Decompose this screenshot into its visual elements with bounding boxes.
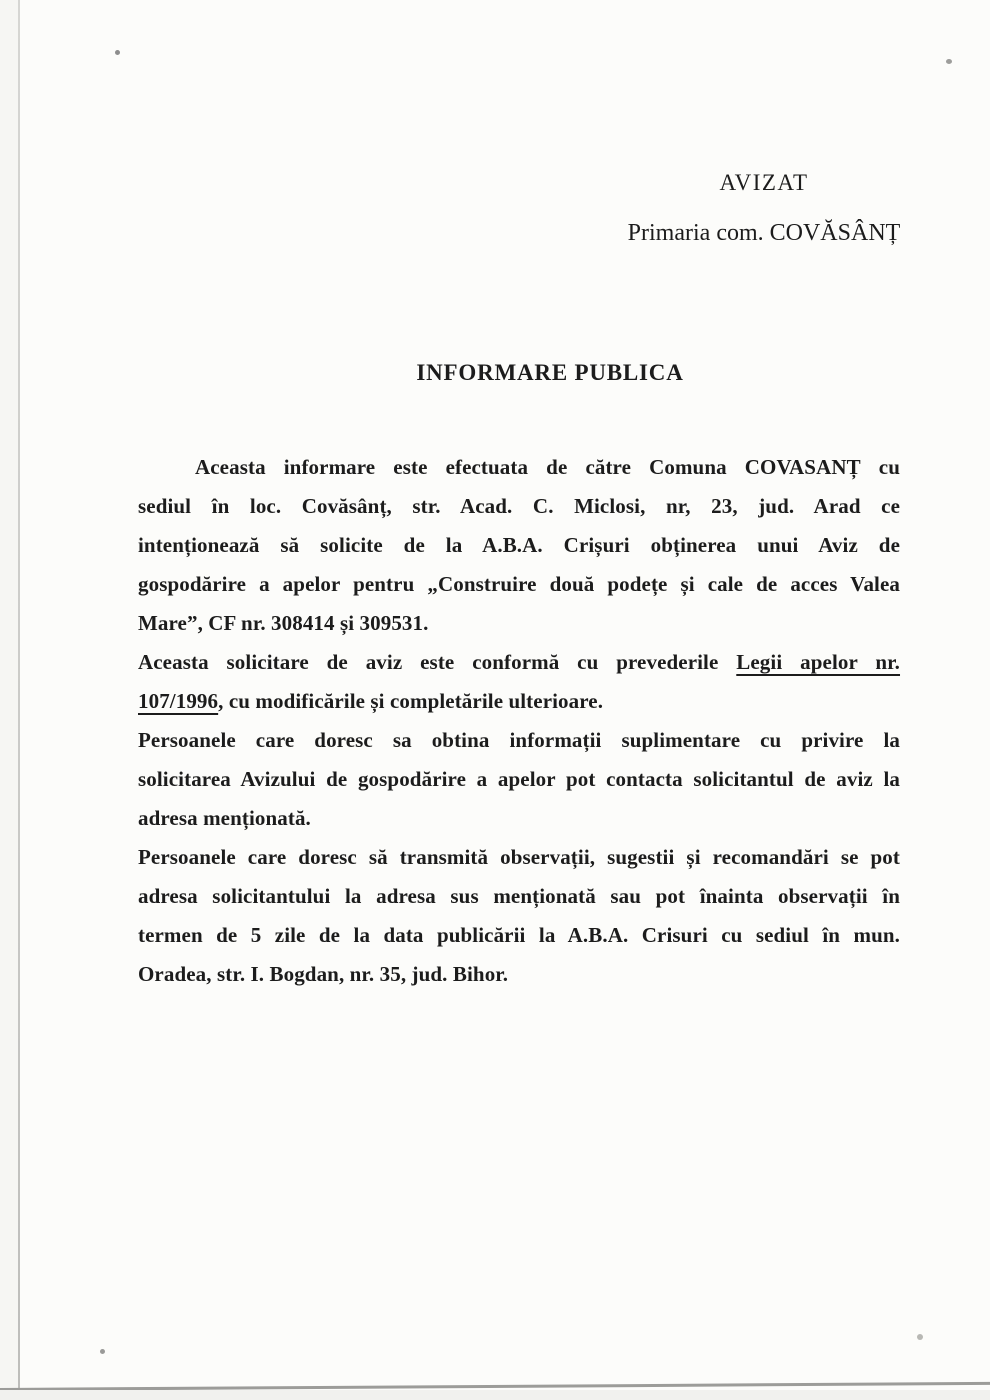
scan-speck bbox=[946, 59, 952, 64]
body-line bbox=[138, 448, 900, 487]
body-text: solicitarea Avizului de gospodărire a apelor pot contacta solicitantul de aviz la bbox=[138, 767, 900, 791]
scan-bottom-margin bbox=[0, 1390, 990, 1400]
body-text: adresa solicitantului la adresa sus menționată sau pot înainta observații în bbox=[138, 884, 900, 908]
approval-status: AVIZAT bbox=[719, 170, 809, 195]
body-text: Persoanele care doresc sa obtina informații suplimentare cu privire la bbox=[138, 728, 900, 752]
body-line bbox=[138, 760, 900, 799]
body-line bbox=[138, 955, 900, 994]
body-text: gospodărire a apelor pentru „Construire două podețe și cale de acces Valea bbox=[138, 572, 900, 596]
body-text: Oradea, str. I. Bogdan, nr. 35, jud. Bihor. bbox=[138, 962, 509, 986]
body-line bbox=[138, 643, 900, 682]
body-text: Aceasta solicitare de aviz este conformă cu prevederile bbox=[138, 650, 737, 674]
body-line bbox=[138, 799, 900, 838]
approval-authority: Primaria com. COVĂSÂNȚ bbox=[627, 220, 901, 246]
body-line bbox=[138, 916, 900, 955]
page-left-edge-line bbox=[18, 0, 20, 1392]
body-line bbox=[138, 721, 900, 760]
body-line bbox=[138, 604, 900, 643]
body-line bbox=[138, 877, 900, 916]
body-text: Persoanele care doresc să transmită observații, sugestii și recomandări se pot bbox=[138, 845, 900, 869]
body-text: termen de 5 zile de la data publicării la A.B.A. Crisuri cu sediul în mun. bbox=[138, 923, 900, 947]
underlined-text: 107/1996 bbox=[138, 689, 219, 713]
body-text: Aceasta informare este efectuata de către Comuna COVASANȚ cu bbox=[195, 455, 900, 479]
scan-speck bbox=[115, 50, 120, 55]
body-text: Mare”, CF nr. 308414 și 309531. bbox=[138, 611, 429, 635]
body-line bbox=[138, 526, 900, 565]
body-text: intenționează să solicite de la A.B.A. Crișuri obținerea unui Aviz de bbox=[138, 533, 900, 557]
scan-left-margin bbox=[0, 0, 18, 1400]
body-text: , cu modificările și completările ulterioare. bbox=[218, 689, 604, 713]
body-line bbox=[138, 682, 900, 721]
scan-speck bbox=[100, 1349, 105, 1354]
body-line bbox=[138, 565, 900, 604]
body-line bbox=[138, 487, 900, 526]
document-title: INFORMARE PUBLICA bbox=[416, 360, 684, 385]
body-text: adresa menționată. bbox=[138, 806, 311, 830]
underlined-text: Legii apelor nr. bbox=[736, 650, 901, 674]
scan-speck bbox=[917, 1334, 923, 1340]
body-line bbox=[138, 838, 900, 877]
body-text: sediul în loc. Covăsânț, str. Acad. C. Miclosi, nr, 23, jud. Arad ce bbox=[138, 494, 900, 518]
document-body bbox=[138, 448, 900, 994]
